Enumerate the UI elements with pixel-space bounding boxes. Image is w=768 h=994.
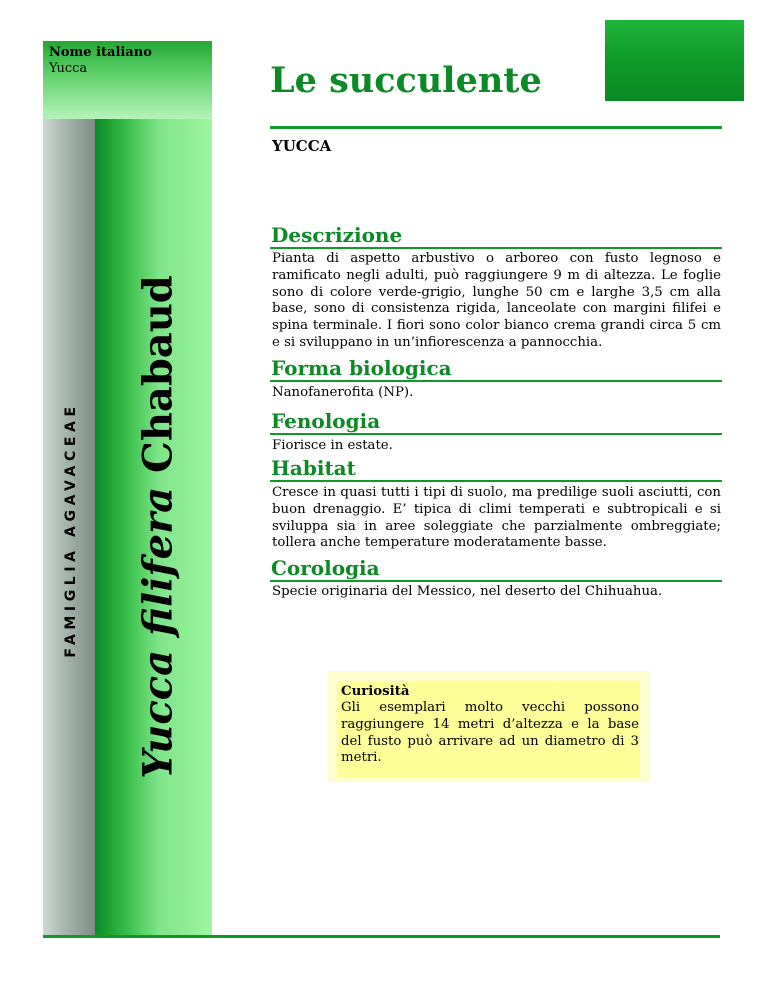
section-text-habitat: Cresce in quasi tutti i tipi di suolo, ma predilige suoli asciutti, con buon drenaggio. E’ tipica di climi temperati e subtropicali e si sviluppa sia in aree soleggiate che parzialmente ombreggiate; tollera anche temperature moderatamente basse. (272, 485, 721, 551)
section-text-fenologia: Fiorisce in estate. (272, 438, 393, 453)
section-heading-forma-biologica: Forma biologica (271, 356, 452, 380)
bottom-divider (43, 935, 720, 938)
species-author: Chabaud (134, 275, 182, 487)
section-divider (270, 247, 722, 249)
section-divider (270, 433, 722, 435)
section-divider (270, 480, 722, 482)
section-text-descrizione: Pianta di aspetto arbustivo o arboreo con fusto legnoso e ramificato negli adulti, può raggiungere 9 m di altezza. Le foglie sono di colore verde-grigio, lunghe 50 cm e larghe 3,5 cm alla base, sono di consistenza rigida, lanceolate con margini filifei e spina terminale. I fiori sono color bianco crema grandi circa 5 cm e si sviluppano in un’infiorescenza a pannocchia. (272, 251, 721, 350)
section-heading-descrizione: Descrizione (271, 223, 403, 247)
corner-decoration (605, 20, 744, 101)
section-heading-corologia: Corologia (271, 556, 380, 580)
section-heading-fenologia: Fenologia (271, 409, 381, 433)
italian-name-label: Nome italiano (49, 45, 152, 60)
species-name (135, 275, 182, 779)
title-divider (270, 126, 722, 129)
italian-name-value: Yucca (49, 61, 88, 76)
species-name-italic: Yucca filifera (134, 486, 182, 779)
family-label: FAMIGLIA AGAVACEAE (63, 402, 79, 658)
section-divider (270, 580, 722, 582)
entry-name: YUCCA (272, 137, 332, 155)
curiosity-title: Curiosità (341, 684, 410, 699)
curiosity-text: Gli esemplari molto vecchi possono raggiungere 14 metri d’altezza e la base del fusto può arrivare ad un diametro di 3 metri. (341, 700, 639, 766)
page-title: Le succulente (270, 60, 542, 101)
section-heading-habitat: Habitat (271, 456, 356, 480)
section-text-corologia: Specie originaria del Messico, nel deserto del Chihuahua. (272, 584, 663, 599)
section-text-forma-biologica: Nanofanerofita (NP). (272, 385, 414, 400)
section-divider (270, 380, 722, 382)
